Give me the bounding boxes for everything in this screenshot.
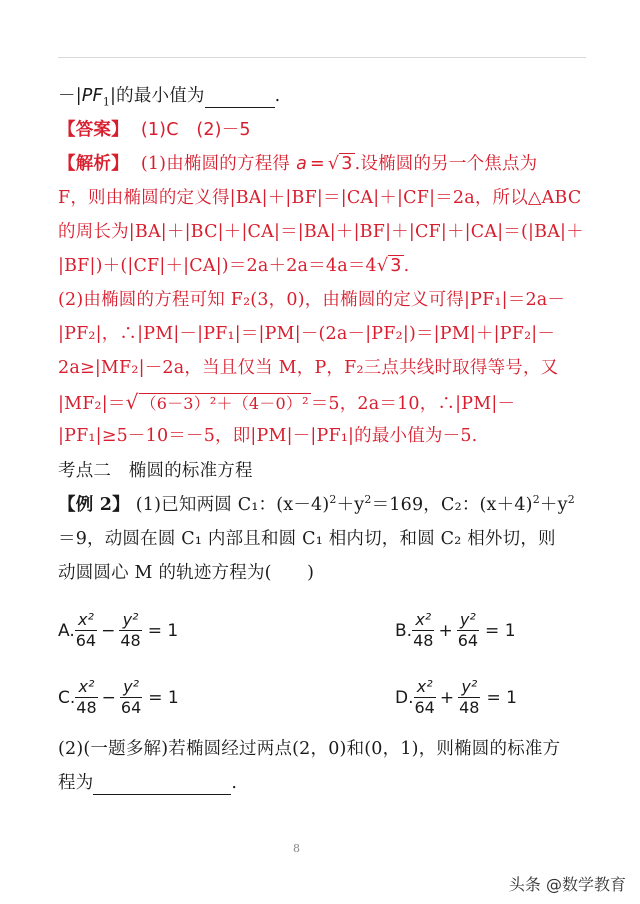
text: ＋y bbox=[539, 495, 568, 515]
analysis-line-6: |PF₂|，∴|PM|－|PF₁|＝|PM|－(2a－|PF₂|)＝|PM|＋|PF₂|－ bbox=[58, 324, 556, 344]
text: y² bbox=[120, 677, 142, 698]
text: C. bbox=[58, 687, 76, 708]
analysis-line-1 bbox=[58, 153, 537, 175]
text: = bbox=[310, 154, 325, 174]
sqrt-expression: √ （6－3）²＋（4－0）² bbox=[125, 390, 309, 414]
text: . bbox=[231, 773, 238, 793]
header-rule bbox=[58, 57, 586, 58]
example-line-2: ＝9，动圆在圆 C₁ 内部且和圆 C₁ 相内切，和圆 C₂ 相外切，则 bbox=[58, 529, 556, 549]
text: 64 bbox=[414, 698, 435, 717]
text: y² bbox=[457, 610, 479, 631]
text: |的最小值为 bbox=[110, 86, 205, 106]
text: 程为 bbox=[58, 773, 94, 793]
text: |BF|)＋(|CF|＋|CA|)＝2a＋2a＝4a＝4 bbox=[58, 256, 377, 276]
fraction bbox=[457, 610, 479, 651]
text: 48 bbox=[413, 631, 434, 650]
text: − bbox=[101, 687, 116, 708]
text: . bbox=[403, 256, 410, 276]
example-part-2-line-1: (2)(一题多解)若椭圆经过两点(2，0)和(0，1)，则椭圆的标准方 bbox=[58, 739, 561, 759]
answer-blank bbox=[205, 85, 275, 108]
text: y² bbox=[119, 610, 141, 631]
fraction bbox=[75, 610, 97, 651]
analysis-line-8 bbox=[58, 391, 515, 415]
option-b bbox=[395, 610, 516, 651]
text: PF bbox=[81, 86, 103, 106]
fraction bbox=[75, 677, 97, 718]
text: = 1 bbox=[485, 620, 516, 641]
analysis-line-9: |PF₁|≥5－10＝－5，即|PM|－|PF₁|的最小值为－5. bbox=[58, 426, 478, 446]
fraction bbox=[120, 677, 142, 718]
analysis-line-3: 的周长为|BA|＋|BC|＋|CA|＝|BA|＋|BF|＋|CF|＋|CA|＝(|BA|＋ bbox=[58, 222, 584, 242]
answer-text: (1)C (2)－5 bbox=[140, 120, 251, 140]
text: (1)由椭圆的方程得 bbox=[140, 154, 291, 174]
analysis-line-2: F，则由椭圆的定义得|BA|＋|BF|＝|CA|＋|CF|＝2a，所以△ABC bbox=[58, 188, 582, 208]
option-d bbox=[395, 677, 517, 718]
analysis-line-4 bbox=[58, 255, 409, 277]
text: = 1 bbox=[486, 687, 517, 708]
text: 64 bbox=[75, 631, 97, 650]
text: 3 bbox=[341, 154, 353, 174]
section-title: 考点二 椭圆的标准方程 bbox=[58, 461, 253, 481]
analysis-line-7: 2a≥|MF₂|－2a，当且仅当 M，P，F₂三点共线时取得等号，又 bbox=[58, 358, 559, 378]
text: A. bbox=[58, 620, 75, 641]
fraction bbox=[119, 610, 141, 651]
text: a bbox=[296, 154, 308, 174]
text: |MF₂|＝ bbox=[58, 394, 126, 414]
sqrt-expression: √ 3 bbox=[376, 256, 402, 276]
text: x² bbox=[75, 610, 97, 631]
analysis-line-5: (2)由椭圆的方程可知 F₂(3，0)，由椭圆的定义可得|PF₁|＝2a－ bbox=[58, 290, 566, 310]
sqrt-expression: √ 3 bbox=[327, 154, 353, 174]
example-line-3: 动圆圆心 M 的轨迹方程为( ) bbox=[58, 563, 315, 583]
example-line-1 bbox=[58, 494, 575, 516]
text: + bbox=[438, 620, 453, 641]
text: 48 bbox=[76, 698, 97, 717]
text: 64 bbox=[120, 698, 142, 717]
text: y² bbox=[458, 677, 480, 698]
text: + bbox=[439, 687, 455, 708]
text: 2 bbox=[532, 493, 540, 507]
watermark: 头条 @数学教育 bbox=[508, 875, 626, 894]
option-c bbox=[58, 677, 179, 718]
text: 48 bbox=[459, 698, 480, 717]
option-a bbox=[58, 610, 178, 651]
example-part-2-line-2 bbox=[58, 772, 237, 795]
text: = 1 bbox=[148, 687, 179, 708]
analysis-label: 【解析】 bbox=[58, 154, 129, 174]
fraction bbox=[412, 610, 434, 651]
text: ＋y bbox=[336, 495, 365, 515]
text: − bbox=[101, 620, 116, 641]
text: 3 bbox=[390, 256, 402, 276]
text: 2 bbox=[567, 493, 575, 507]
answer-blank bbox=[93, 772, 231, 795]
text: ＝5，2a＝10，∴|PM|－ bbox=[310, 394, 516, 414]
fraction bbox=[414, 677, 436, 718]
question-tail bbox=[58, 85, 280, 108]
answer-line bbox=[58, 119, 251, 141]
text: 1 bbox=[102, 95, 111, 109]
text: x² bbox=[414, 677, 436, 698]
text: 48 bbox=[120, 631, 141, 650]
fraction bbox=[458, 677, 480, 718]
text: = 1 bbox=[147, 620, 179, 641]
answer-label: 【答案】 bbox=[58, 120, 129, 140]
text: B. bbox=[395, 620, 413, 641]
text: 2 bbox=[364, 493, 372, 507]
text: 2 bbox=[329, 493, 337, 507]
text: . bbox=[274, 86, 281, 106]
text: x² bbox=[75, 677, 97, 698]
page-number: 8 bbox=[293, 842, 300, 855]
text: 64 bbox=[457, 631, 479, 650]
text: (1)已知两圆 C₁：(x－4) bbox=[135, 495, 330, 515]
text: D. bbox=[395, 687, 414, 708]
text: .设椭圆的另一个焦点为 bbox=[354, 154, 538, 174]
example-label: 【例 2】 bbox=[58, 495, 130, 515]
text: （6－3）²＋（4－0）² bbox=[140, 394, 309, 413]
text: x² bbox=[412, 610, 434, 631]
text: －| bbox=[58, 86, 82, 106]
text: ＝169，C₂：(x＋4) bbox=[371, 495, 533, 515]
